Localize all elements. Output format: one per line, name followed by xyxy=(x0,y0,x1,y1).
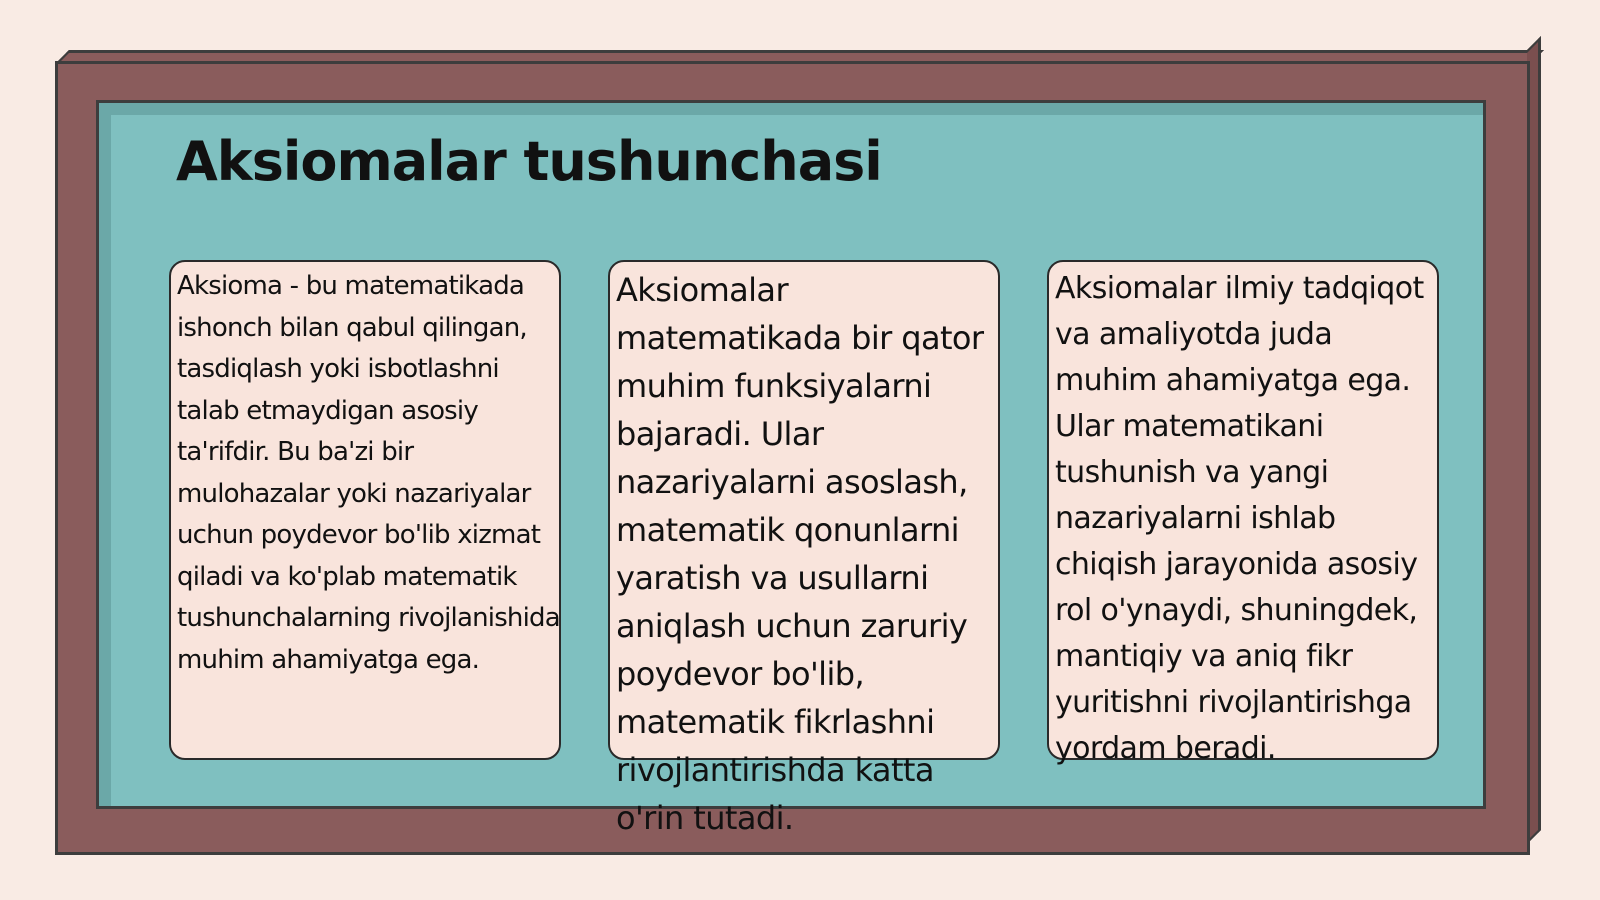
card-text: Aksiomalar matematikada bir qator muhim funksiyalarni bajaradi. Ular nazariyalarni asoslash, matematik qonunlarni yaratish va usullarni aniqlash uchun zaruriy poydevor bo'lib, matematik fikrlashni rivojlantirishda katta o'rin tutadi. xyxy=(616,271,984,837)
card-text: Aksioma - bu matematikada ishonch bilan qabul qilingan, tasdiqlash yoki isbotlashni talab etmaydigan asosiy ta'rifdir. Bu ba'zi bir mulohazalar yoki nazariyalar uchun poydevor bo'lib xizmat qiladi va ko'plab matematik tushunchalarning rivojlanishida muhim ahamiyatga ega. xyxy=(177,271,560,675)
slide-title: Aksiomalar tushunchasi xyxy=(176,130,882,193)
text-card-definition xyxy=(169,260,561,760)
text-card-functions xyxy=(608,260,1000,837)
card-text: Aksiomalar ilmiy tadqiqot va amaliyotda juda muhim ahamiyatga ega. Ular matematikani tushunish va yangi nazariyalarni ishlab chiqish jarayonida asosiy rol o'ynaydi, shuningdek, mantiqiy va aniq fikr yuritishni rivojlantirishga yordam beradi. xyxy=(1055,271,1424,766)
text-card-importance xyxy=(1047,260,1439,766)
